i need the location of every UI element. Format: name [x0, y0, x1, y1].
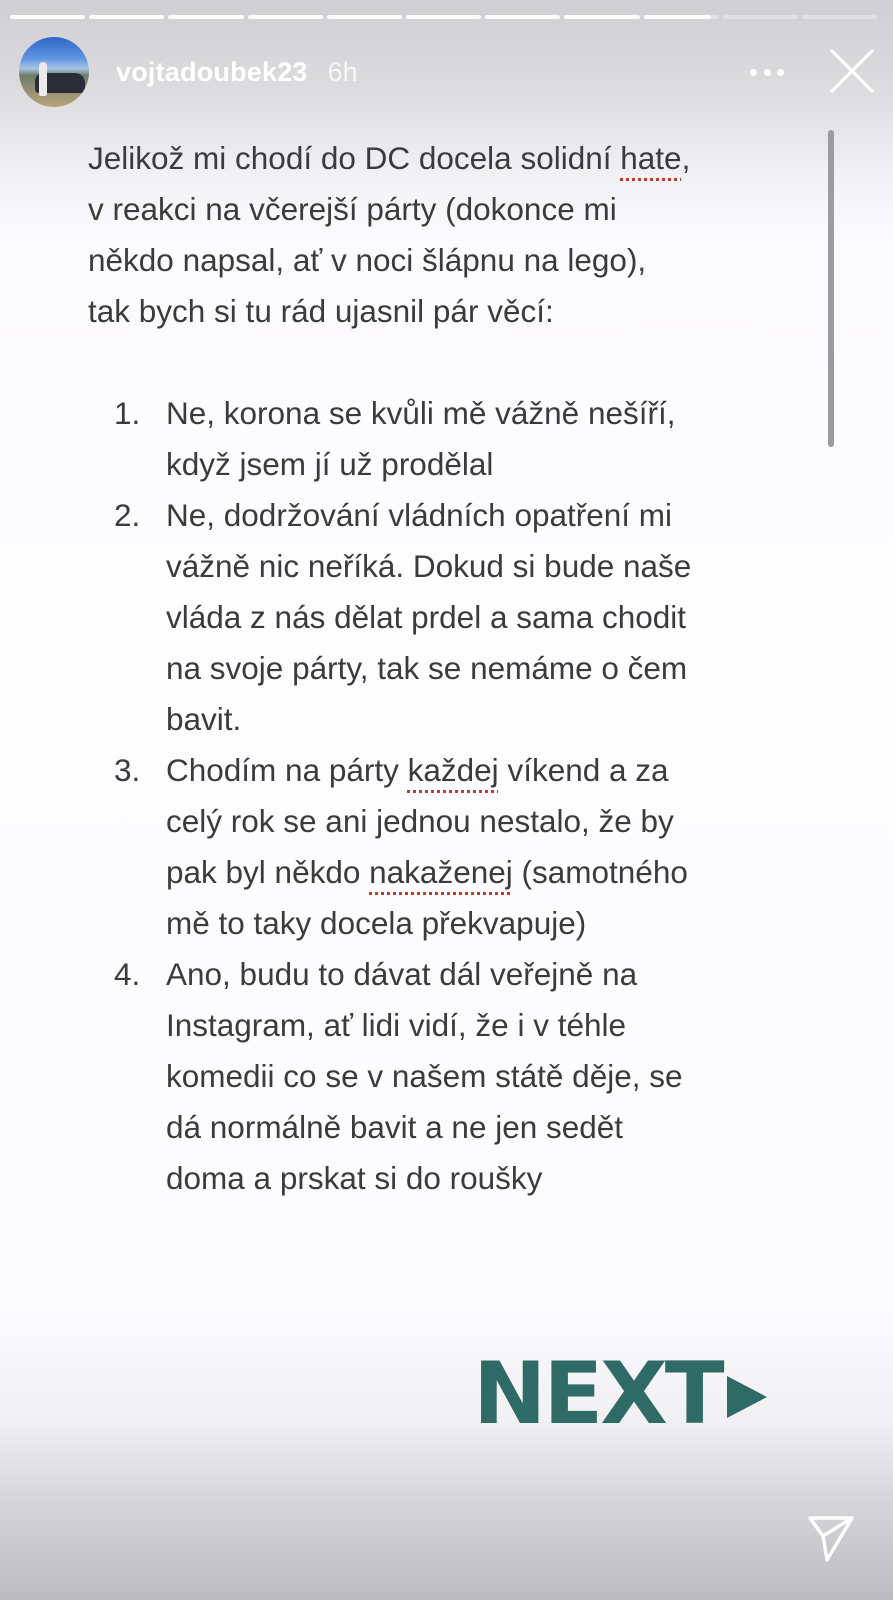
text-segment: Instagram, ať lidi vidí, že i v téhle [166, 1007, 627, 1043]
text-segment: dá normálně bavit a ne jen sedět [166, 1109, 624, 1145]
text-line [166, 745, 808, 796]
text-line [166, 847, 808, 898]
spellcheck-flagged-word: hate [620, 140, 682, 176]
more-horizontal-icon [750, 69, 757, 76]
text-segment: víkend a za [498, 752, 669, 788]
progress-segment-fill [327, 15, 402, 19]
more-options-button[interactable] [750, 62, 784, 82]
text-line [166, 1153, 808, 1204]
send-paper-plane-icon [804, 1510, 858, 1564]
send-button[interactable] [804, 1510, 858, 1564]
text-segment: někdo napsal, ať v noci šlápnu na lego), [88, 242, 647, 278]
more-horizontal-icon [764, 69, 771, 76]
text-line [166, 439, 808, 490]
avatar-person-shape [39, 62, 47, 96]
text-line [166, 388, 808, 439]
progress-segment [168, 15, 243, 19]
text-line [88, 133, 808, 184]
progress-segment-fill [248, 15, 323, 19]
text-line [166, 898, 808, 949]
progress-segment [248, 15, 323, 19]
progress-segment [10, 15, 85, 19]
text-segment: když jsem jí už prodělal [166, 446, 494, 482]
text-segment: Chodím na párty [166, 752, 408, 788]
text-segment: Ne, korona se kvůli mě vážně nešíří, [166, 395, 676, 431]
text-segment: komedii co se v našem státě děje, se [166, 1058, 683, 1094]
text-segment: (samotného [512, 854, 688, 890]
story-header [19, 36, 875, 108]
spellcheck-flagged-word: každej [407, 752, 499, 788]
text-segment: na svoje párty, tak se nemáme o čem [166, 650, 688, 686]
progress-segment [89, 15, 164, 19]
text-segment: Jelikož mi chodí do DC docela solidní [88, 140, 621, 176]
text-segment: pak byl někdo [166, 854, 370, 890]
list-item-number: 1. [114, 395, 141, 431]
text-line [88, 184, 808, 235]
list-item [88, 949, 808, 1204]
text-segment: tak bych si tu rád ujasnil pár věcí: [88, 293, 554, 329]
avatar[interactable] [19, 37, 89, 107]
list-item-number: 3. [114, 752, 141, 788]
spellcheck-flagged-word: nakaženej [369, 854, 513, 890]
text-line [166, 694, 808, 745]
text-line [88, 235, 808, 286]
next-label: NEXT [473, 1344, 722, 1444]
progress-segment [327, 15, 402, 19]
text-segment: vážně nic neříká. Dokud si bude naše [166, 548, 692, 584]
username[interactable]: vojtadoubek23 [116, 56, 308, 87]
progress-segment [644, 15, 719, 19]
close-icon [829, 48, 875, 94]
text-segment: Ano, budu to dávat dál veřejně na [166, 956, 638, 992]
text-line [166, 592, 808, 643]
progress-segment-fill [406, 15, 481, 19]
progress-segment [406, 15, 481, 19]
text-line [166, 796, 808, 847]
scrollbar[interactable] [828, 130, 834, 447]
text-line [166, 490, 808, 541]
play-triangle-icon [727, 1376, 767, 1418]
text-segment: mě to taky docela překvapuje) [166, 905, 587, 941]
text-line [166, 1102, 808, 1153]
progress-segment-fill [564, 15, 639, 19]
list-item-number: 2. [114, 497, 141, 533]
text-segment: , [681, 140, 691, 176]
text-segment: Ne, dodržování vládních opatření mi [166, 497, 673, 533]
next-sticker[interactable] [473, 1344, 767, 1444]
list-item [88, 490, 808, 745]
text-line [166, 541, 808, 592]
progress-segment [723, 15, 798, 19]
post-time: 6h [327, 56, 358, 87]
progress-segment [564, 15, 639, 19]
text-line [166, 949, 808, 1000]
text-line [88, 286, 808, 337]
text-segment: v reakci na včerejší párty (dokonce mi [88, 191, 617, 227]
story-progress-bar [10, 15, 877, 19]
text-line [166, 643, 808, 694]
text-segment: bavit. [166, 701, 242, 737]
text-line [166, 1051, 808, 1102]
list-item [88, 745, 808, 949]
text-line [166, 1000, 808, 1051]
text-segment: vláda z nás dělat prdel a sama chodit [166, 599, 687, 635]
text-segment: celý rok se ani jednou nestalo, že by [166, 803, 674, 839]
progress-segment [485, 15, 560, 19]
story-text [88, 133, 808, 1204]
intro-paragraph [88, 133, 808, 337]
progress-segment-fill [168, 15, 243, 19]
progress-segment [802, 15, 877, 19]
numbered-list [88, 388, 808, 1204]
progress-segment-fill [644, 15, 712, 19]
close-button[interactable] [829, 48, 875, 94]
progress-segment-fill [10, 15, 85, 19]
progress-segment-fill [89, 15, 164, 19]
progress-segment-fill [485, 15, 560, 19]
list-item [88, 388, 808, 490]
more-horizontal-icon [777, 69, 784, 76]
list-item-number: 4. [114, 956, 141, 992]
text-segment: doma a prskat si do roušky [166, 1160, 543, 1196]
